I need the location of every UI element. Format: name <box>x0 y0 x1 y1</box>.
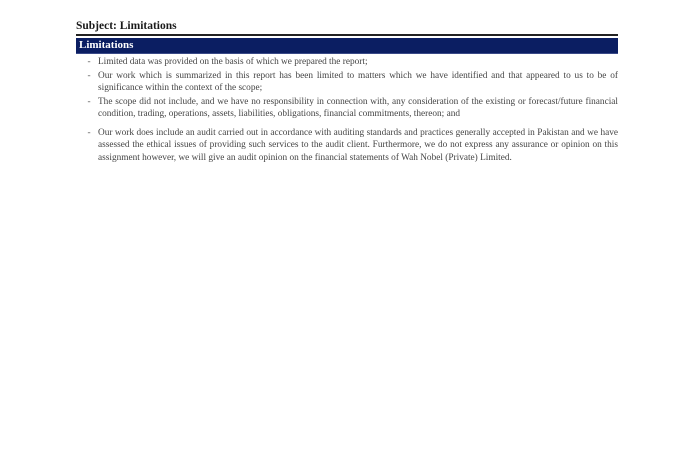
bullet-dash: - <box>87 96 91 107</box>
bullet-dash: - <box>87 70 91 81</box>
bullet-dash: - <box>87 57 91 67</box>
list-item <box>76 127 618 165</box>
list-item-text: Our work does include an audit carried out in accordance with auditing standards and practices generally accepted in Pakistan and we have assessed the ethical issues of providing such services to the audit client. Furthermore, we do not express any assurance or opinion on this assignment however, we will give an audit opinion on the financial statements of Wah Nobel (Private) Limited. <box>98 127 618 163</box>
subject-heading: Subject: Limitations <box>76 20 177 32</box>
list-item <box>76 70 618 95</box>
list-item-text: Limited data was provided on the basis of which we prepared the report; <box>98 57 368 67</box>
list-item <box>76 56 618 69</box>
limitations-list <box>76 56 618 164</box>
section-header-bar <box>76 38 618 54</box>
heading-divider <box>76 34 618 36</box>
list-item <box>76 96 618 121</box>
list-item-text: Our work which is summarized in this report has been limited to matters which we have identified and that appeared to us to be of significance within the context of the scope; <box>98 70 618 93</box>
bullet-dash: - <box>87 127 91 138</box>
section-title: Limitations <box>79 39 134 51</box>
list-item-text: The scope did not include, and we have no responsibility in connection with, any consideration of the existing or forecast/future financial condition, trading, operations, assets, liabilities, obligations, financial commitments, thereon; and <box>98 96 618 119</box>
